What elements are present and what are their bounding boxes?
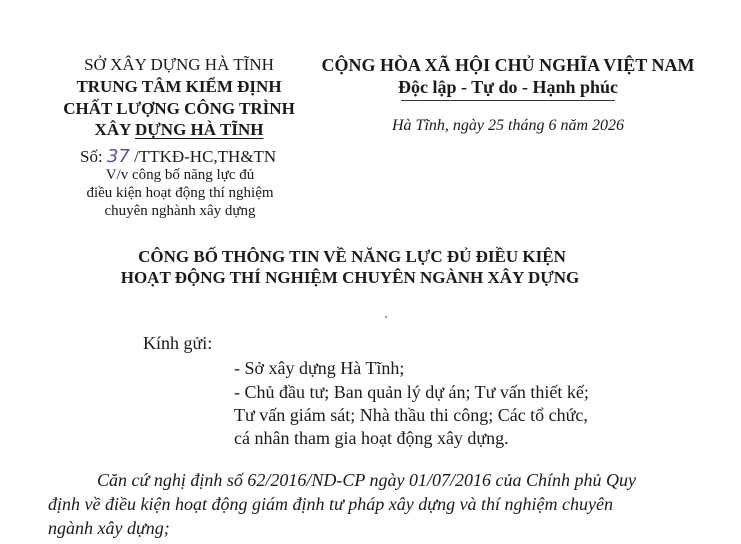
recipient-line1: - Sở xây dựng Hà Tĩnh; <box>234 358 405 378</box>
motto-underline <box>401 100 615 101</box>
document-title-line2: HOẠT ĐỘNG THÍ NGHIỆM CHUYÊN NGÀNH XÂY DỰNG <box>120 268 580 287</box>
agency-name-line3-underlined: DỰNG HÀ TĨNH <box>134 120 264 139</box>
body-line3: ngành xây dựng; <box>48 518 170 538</box>
document-title-line1: CÔNG BỐ THÔNG TIN VỀ NĂNG LỰC ĐỦ ĐIỀU KIỆN <box>138 247 566 266</box>
agency-name-line3 <box>95 120 264 140</box>
doc-number-prefix: Số: <box>80 147 107 166</box>
doc-number-suffix: /TTKĐ-HC,TH&TN <box>129 147 277 166</box>
subject-line1: V/v công bố năng lực đủ <box>105 167 255 183</box>
greeting: Kính gửi: <box>143 333 213 353</box>
doc-number-handwritten: 37 <box>106 146 130 167</box>
subject-line2: điều kiện hoạt động thí nghiệm <box>86 185 274 201</box>
body-line1: Căn cứ nghị định số 62/2016/ND-CP ngày 01/07/2016 của Chính phủ Quy <box>97 470 636 490</box>
agency-name-line3-start: XÂY <box>94 120 135 139</box>
body-line2: định về điều kiện hoạt động giám định tư pháp xây dựng và thí nghiệm chuyên <box>48 494 614 514</box>
scan-speck <box>385 316 387 318</box>
document-date: Hà Tĩnh, ngày 25 tháng 6 năm 2026 <box>392 117 624 134</box>
agency-parent-name: SỞ XÂY DỰNG HÀ TĨNH <box>84 55 274 74</box>
agency-name-line1: TRUNG TÂM KIỂM ĐỊNH <box>76 77 282 96</box>
recipient-line3: Tư vấn giám sát; Nhà thầu thi công; Các tổ chức, <box>234 405 588 425</box>
recipient-line4: cá nhân tham gia hoạt động xây dựng. <box>234 428 509 448</box>
agency-name-line2: CHẤT LƯỢNG CÔNG TRÌNH <box>63 99 295 118</box>
subject-line3: chuyên nghành xây dựng <box>104 203 256 219</box>
national-title: CỘNG HÒA XÃ HỘI CHỦ NGHĨA VIỆT NAM <box>321 55 695 75</box>
national-motto: Độc lập - Tự do - Hạnh phúc <box>397 77 619 97</box>
doc-number <box>80 146 276 167</box>
recipient-line2: - Chủ đầu tư; Ban quản lý dự án; Tư vấn thiết kế; <box>234 382 589 402</box>
